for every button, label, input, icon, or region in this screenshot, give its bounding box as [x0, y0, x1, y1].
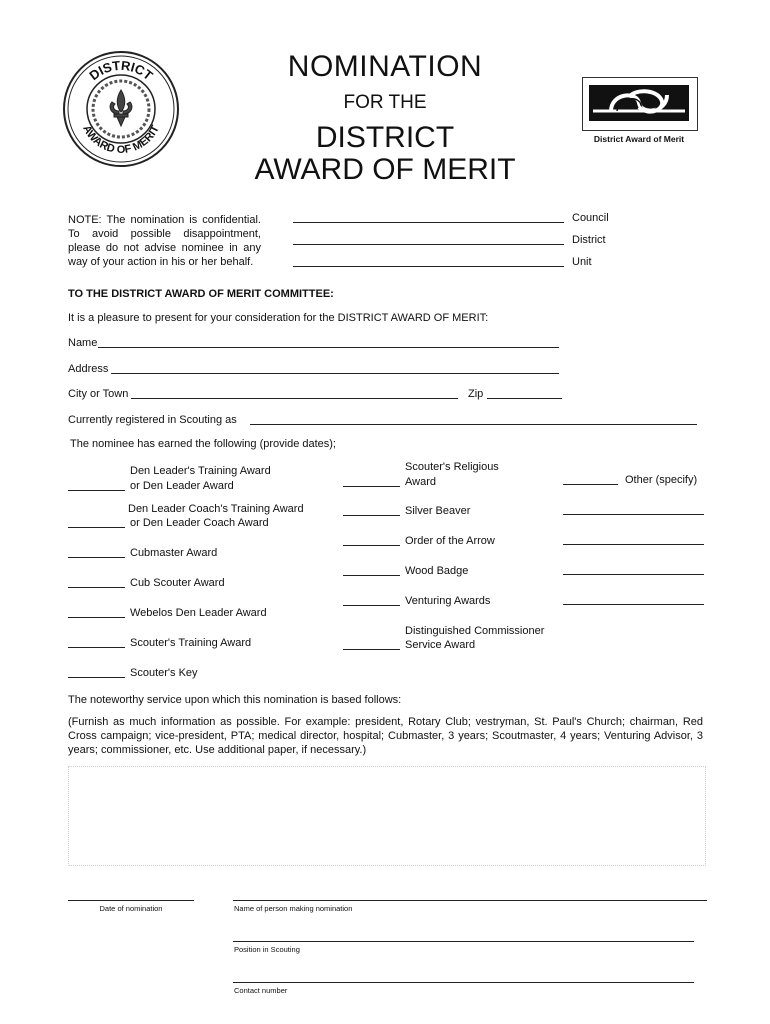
nominator-name-label: Name of person making nomination [234, 904, 353, 913]
date-field-silver-beaver[interactable] [343, 515, 400, 516]
award-religious: Scouter's Religious [405, 461, 499, 473]
award-commissioner: Distinguished Commissioner [405, 625, 545, 637]
city-field[interactable] [131, 398, 458, 399]
other-field-3[interactable] [563, 574, 704, 575]
position-field[interactable] [233, 941, 694, 942]
registered-field[interactable] [250, 424, 697, 425]
award-den-leader: or Den Leader Award [130, 480, 234, 492]
service-text-area[interactable] [68, 766, 706, 866]
square-knot-icon [589, 85, 689, 121]
contact-field[interactable] [233, 982, 694, 983]
name-label: Name [68, 337, 98, 349]
date-field-cub-scouter[interactable] [68, 587, 125, 588]
committee-heading: TO THE DISTRICT AWARD OF MERIT COMMITTEE: [68, 288, 334, 300]
award-silver-beaver: Silver Beaver [405, 505, 471, 517]
date-field-scouters-training[interactable] [68, 647, 125, 648]
award-other-label: Other (specify) [625, 474, 698, 486]
council-label: Council [572, 212, 609, 224]
address-label: Address [68, 363, 109, 375]
position-label: Position in Scouting [234, 945, 300, 954]
service-heading: The noteworthy service upon which this nomination is based follows: [68, 694, 402, 706]
date-field-commissioner[interactable] [343, 649, 400, 650]
awards-intro: The nominee has earned the following (provide dates); [70, 438, 336, 450]
award-scouters-training: Scouter's Training Award [130, 637, 252, 649]
date-of-nomination-field[interactable] [68, 900, 194, 901]
unit-field[interactable] [293, 266, 564, 267]
council-field[interactable] [293, 222, 564, 223]
award-religious-2: Award [405, 476, 436, 488]
award-den-leader-coach: or Den Leader Coach Award [130, 517, 269, 529]
title-award-of-merit: AWARD OF MERIT [254, 153, 516, 186]
award-webelos: Webelos Den Leader Award [130, 607, 267, 619]
award-den-leader-coach-training: Den Leader Coach's Training Award [128, 503, 304, 515]
seal-top-text: DISTRICT [86, 57, 156, 84]
date-field-cubmaster[interactable] [68, 557, 125, 558]
other-field-1[interactable] [563, 514, 704, 515]
award-den-leader-training: Den Leader's Training Award [130, 465, 271, 477]
date-field-other[interactable] [563, 484, 618, 485]
city-label: City or Town [68, 388, 129, 400]
date-field-religious[interactable] [343, 486, 400, 487]
date-field-webelos[interactable] [68, 617, 125, 618]
emblem-box [582, 77, 698, 131]
emblem-caption: District Award of Merit [593, 134, 685, 144]
title-for-the: FOR THE [343, 92, 427, 113]
district-field[interactable] [293, 244, 564, 245]
date-field-den-leader-coach[interactable] [68, 527, 125, 528]
award-scouters-key: Scouter's Key [130, 667, 198, 679]
name-field[interactable] [98, 347, 559, 348]
date-field-venturing[interactable] [343, 605, 400, 606]
zip-label: Zip [468, 388, 484, 400]
award-venturing: Venturing Awards [405, 595, 491, 607]
title-district: DISTRICT [315, 121, 455, 154]
award-cub-scouter: Cub Scouter Award [130, 577, 225, 589]
date-field-wood-badge[interactable] [343, 575, 400, 576]
other-field-2[interactable] [563, 544, 704, 545]
district-label: District [572, 234, 606, 246]
date-of-nomination-label: Date of nomination [99, 904, 163, 913]
title-nomination: NOMINATION [287, 50, 483, 83]
committee-intro: It is a pleasure to present for your consideration for the DISTRICT AWARD OF MERIT: [68, 312, 489, 324]
service-instructions: (Furnish as much information as possible. For example: president, Rotary Club; vestryman, St. Paul's Church; chairman, Red Cross campaign; vice-president, PTA; medical director, hospital; Cubmaster, 3 years; Scoutmaster, 4 years; Venturing Advisor, 3 years; commissioner, etc. Use additional paper, if necessary.) [68, 716, 703, 756]
unit-label: Unit [572, 256, 592, 268]
date-field-order-arrow[interactable] [343, 545, 400, 546]
date-field-den-leader[interactable] [68, 490, 125, 491]
address-field[interactable] [111, 373, 559, 374]
award-order-arrow: Order of the Arrow [405, 535, 495, 547]
nominator-name-field[interactable] [233, 900, 707, 901]
zip-field[interactable] [487, 398, 562, 399]
confidential-note: NOTE: The nomination is confidential. To avoid possible disappointment, please do not advise nominee in any way of your action in his or her behalf. [68, 214, 261, 268]
award-cubmaster: Cubmaster Award [130, 547, 218, 559]
seal-bottom-text: AWARD OF MERIT [80, 123, 162, 156]
other-field-4[interactable] [563, 604, 704, 605]
registered-label: Currently registered in Scouting as [68, 414, 237, 426]
award-commissioner-2: Service Award [405, 639, 476, 651]
date-field-scouters-key[interactable] [68, 677, 125, 678]
contact-label: Contact number [234, 986, 288, 995]
award-wood-badge: Wood Badge [405, 565, 469, 577]
